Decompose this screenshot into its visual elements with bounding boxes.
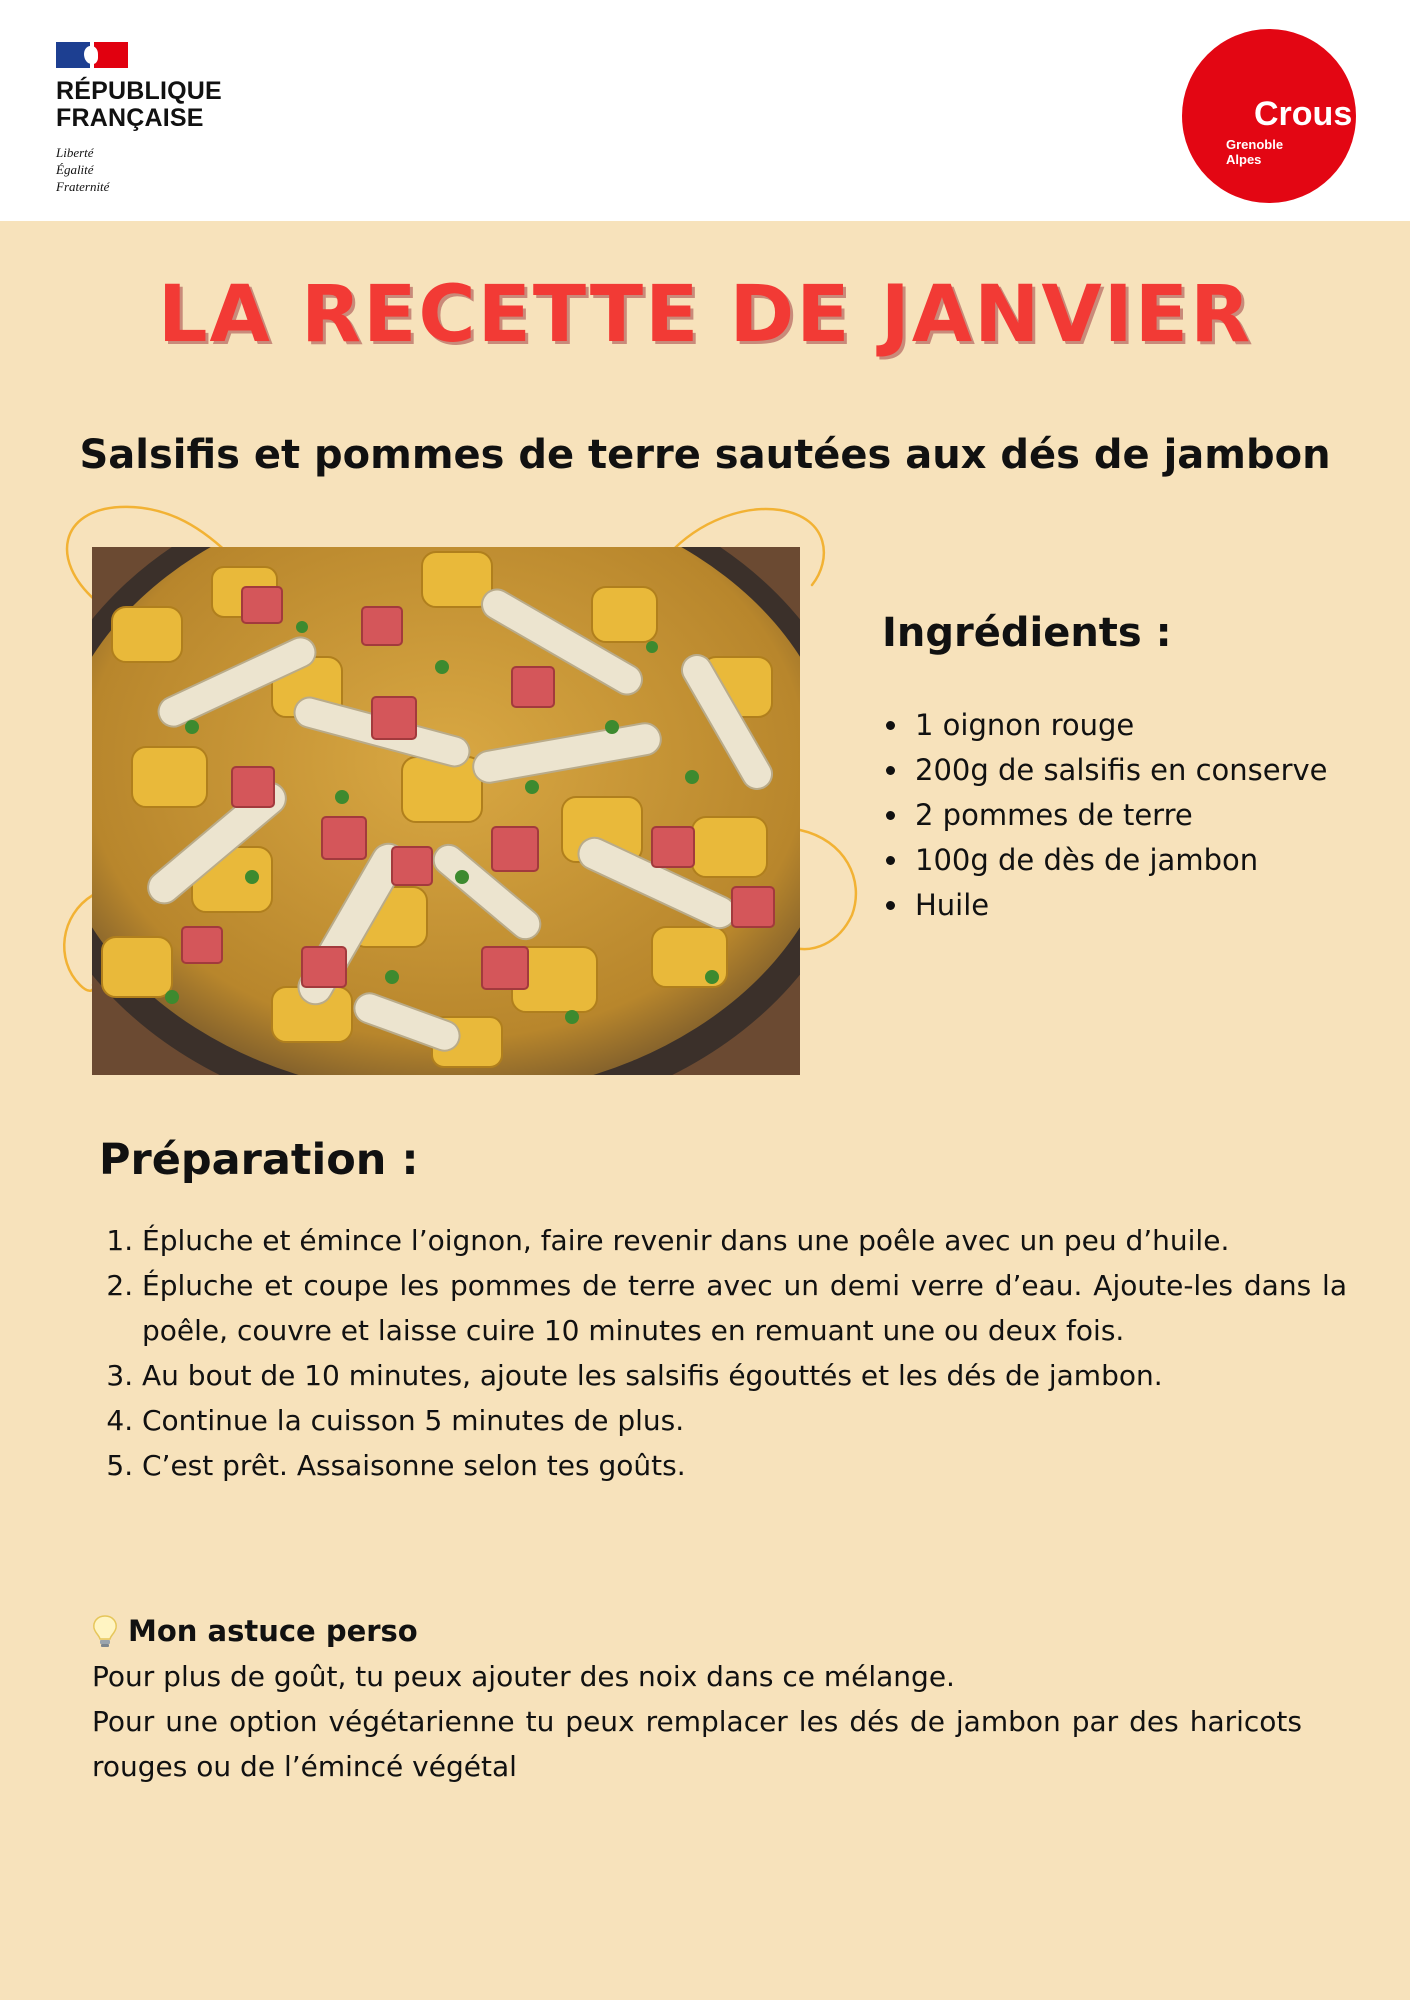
crous-city <box>1226 137 1306 167</box>
header <box>0 0 1410 221</box>
republique-francaise-logo <box>56 42 256 195</box>
motto-fraternite: Fraternité <box>56 179 110 194</box>
gov-name-line1: RÉPUBLIQUE <box>56 77 222 105</box>
ingredient-item: • 2 pommes de terre <box>911 793 1331 838</box>
crous-logo <box>1182 29 1356 203</box>
motto-egalite: Égalité <box>56 162 94 177</box>
tip-title: Mon astuce perso <box>128 1614 418 1648</box>
ingredients-list <box>870 703 1331 928</box>
preparation-step: 4. Continue la cuisson 5 minutes de plus. <box>142 1398 1347 1443</box>
ingredient-item: • 1 oignon rouge <box>911 703 1331 748</box>
gov-motto <box>56 144 256 195</box>
ingredient-item: • Huile <box>911 883 1331 928</box>
recipe-photo-illustration-icon <box>92 547 800 1075</box>
ingredient-item: • 200g de salsifis en conserve <box>911 748 1331 793</box>
recipe-photo <box>92 547 800 1075</box>
motto-liberte: Liberté <box>56 145 94 160</box>
crous-wordmark: Crous <box>1254 95 1353 133</box>
tip-line: Pour plus de goût, tu peux ajouter des noix dans ce mélange. <box>92 1660 955 1693</box>
preparation-title: Préparation : <box>99 1135 419 1185</box>
lightbulb-icon <box>92 1614 118 1650</box>
recipe-name: Salsifis et pommes de terre sautées aux dés de jambon <box>79 432 1331 478</box>
page-title: LA RECETTE DE JANVIER <box>157 270 1253 360</box>
marianne-flag-icon <box>56 42 128 68</box>
preparation-steps <box>96 1218 1347 1488</box>
preparation-step: 1. Épluche et émince l’oignon, faire revenir dans une poêle avec un peu d’huile. <box>142 1218 1347 1263</box>
crous-city-line1: Grenoble <box>1226 137 1284 152</box>
ingredient-item: • 100g de dès de jambon <box>911 838 1331 883</box>
preparation-step: 5. C’est prêt. Assaisonne selon tes goûts. <box>142 1443 1347 1488</box>
crous-city-line2: Alpes <box>1226 152 1262 167</box>
tip-line: Pour une option végétarienne tu peux remplacer les dés de jambon par des haricots rouges ou de l’émincé végétal <box>92 1705 1302 1783</box>
preparation-step: 2. Épluche et coupe les pommes de terre avec un demi verre d’eau. Ajoute-les dans la poêle, couvre et laisse cuire 10 minutes en remuant une ou deux fois. <box>142 1263 1347 1353</box>
preparation-step: 3. Au bout de 10 minutes, ajoute les salsifis égouttés et les dés de jambon. <box>142 1353 1347 1398</box>
ingredients-title: Ingrédients : <box>882 610 1172 656</box>
gov-name-line2: FRANÇAISE <box>56 104 204 132</box>
tip-section <box>92 1609 1302 1789</box>
